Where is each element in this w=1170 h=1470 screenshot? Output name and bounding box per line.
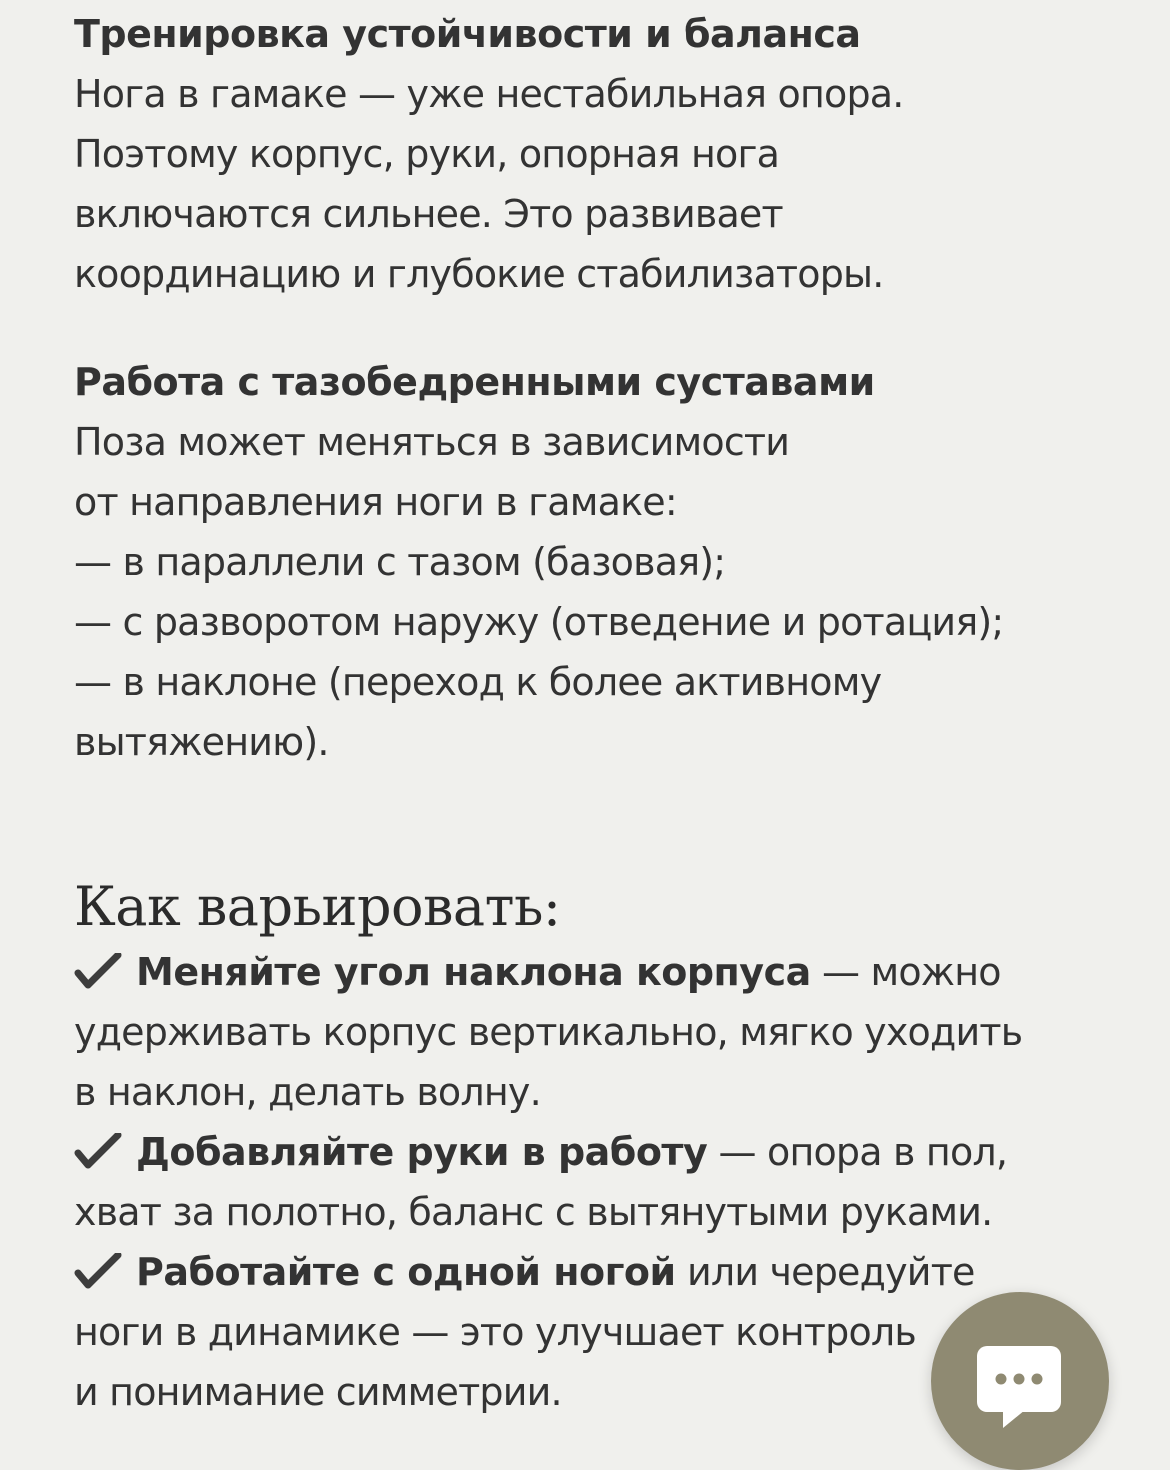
chat-button[interactable]: [931, 1292, 1109, 1470]
item-line: и понимание симметрии.: [74, 1370, 562, 1414]
paragraph-line: координацию и глубокие стабилизаторы.: [74, 252, 884, 296]
paragraph-line: включаются сильнее. Это развивает: [74, 192, 783, 236]
item-line: в наклон, делать волну.: [74, 1070, 541, 1114]
item-line: хват за полотно, баланс с вытянутыми руками.: [74, 1190, 993, 1234]
item-text: — опора в пол,: [707, 1130, 1008, 1174]
item-text: — можно: [810, 950, 1001, 994]
section-balance: [74, 4, 904, 304]
variations-list: [74, 942, 1022, 1422]
list-line: вытяжению).: [74, 720, 329, 764]
paragraph-line: Поэтому корпус, руки, опорная нога: [74, 132, 780, 176]
section-title: Тренировка устойчивости и баланса: [74, 12, 861, 56]
item-text: или чередуйте: [675, 1250, 975, 1294]
check-icon: [74, 1133, 122, 1169]
section-hip-joints: [74, 352, 1003, 772]
paragraph-line: от направления ноги в гамаке:: [74, 480, 677, 524]
list-item: [74, 942, 1022, 1002]
item-line: ноги в динамике — это улучшает контроль: [74, 1310, 916, 1354]
item-bold: Работайте с одной ногой: [136, 1250, 676, 1294]
paragraph-line: Нога в гамаке — уже нестабильная опора.: [74, 72, 904, 116]
item-bold: Меняйте угол наклона корпуса: [136, 950, 811, 994]
chat-bubble-icon: [975, 1344, 1065, 1428]
list-line: — в наклоне (переход к более активному: [74, 660, 882, 704]
list-item: [74, 1122, 1022, 1182]
item-bold: Добавляйте руки в работу: [136, 1130, 708, 1174]
variations-heading: Как варьировать:: [74, 874, 561, 938]
list-item: [74, 1242, 1022, 1302]
list-line: — с разворотом наружу (отведение и ротация);: [74, 600, 1004, 644]
paragraph-line: Поза может меняться в зависимости: [74, 420, 790, 464]
item-line: удерживать корпус вертикально, мягко уходить: [74, 1010, 1023, 1054]
check-icon: [74, 1253, 122, 1289]
section-title: Работа с тазобедренными суставами: [74, 360, 875, 404]
list-line: — в параллели с тазом (базовая);: [74, 540, 726, 584]
check-icon: [74, 953, 122, 989]
